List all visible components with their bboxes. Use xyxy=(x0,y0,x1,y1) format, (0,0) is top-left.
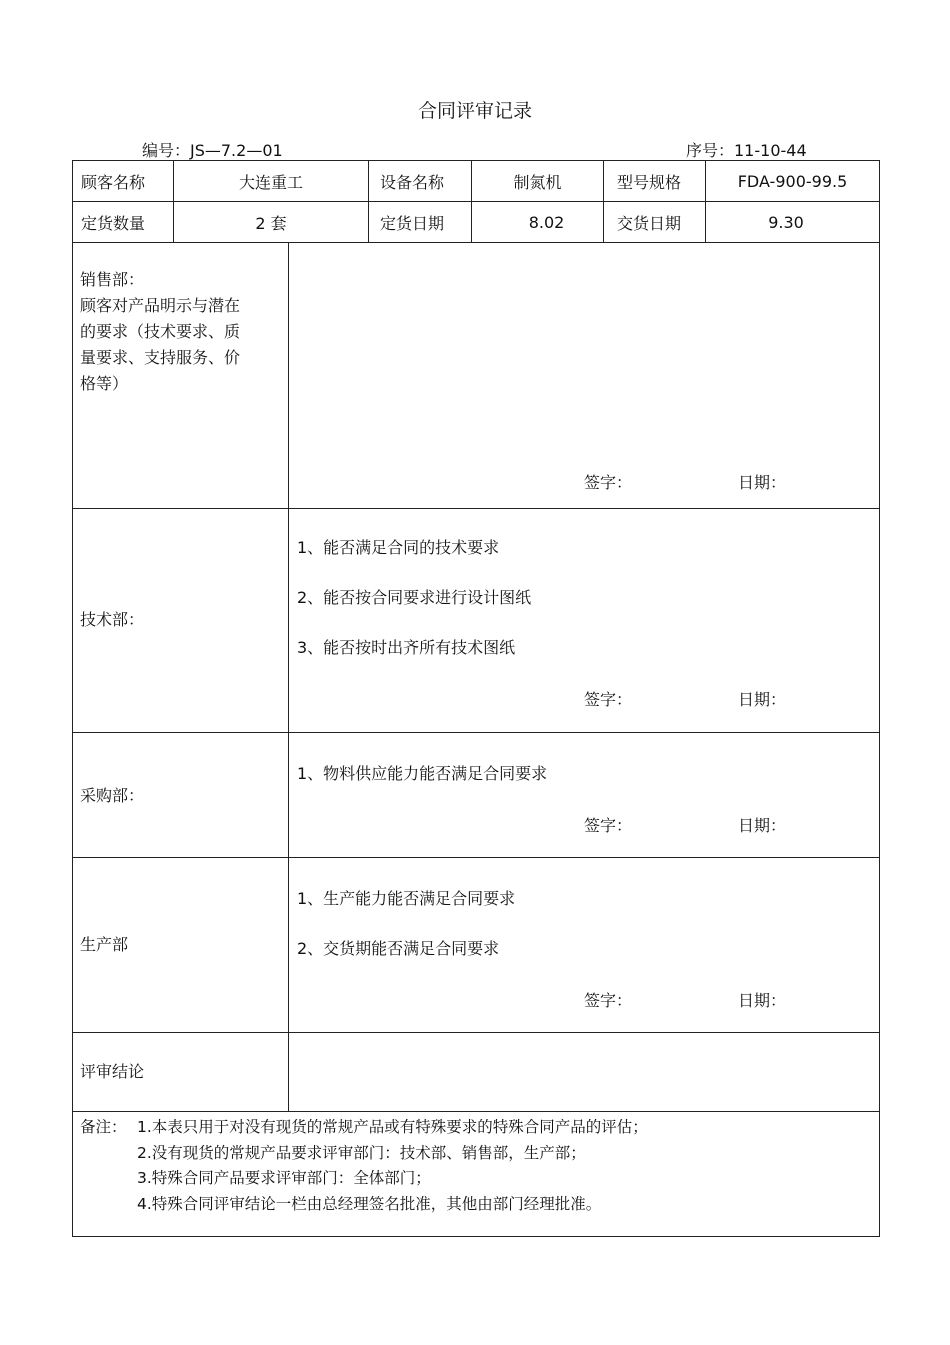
sales-label-line: 的要求（技术要求、质 xyxy=(80,322,241,341)
order-date-value: 8.02 xyxy=(528,212,565,232)
note-line-3: 3.特殊合同产品要求评审部门：全体部门； xyxy=(137,1169,431,1187)
sales-date-label: 日期： xyxy=(738,473,787,492)
model-spec-value: FDA-900-99.5 xyxy=(737,171,848,191)
note-line-1: 1.本表只用于对没有现货的常规产品或有特殊要求的特殊合同产品的评估； xyxy=(137,1118,648,1136)
production-signature-label: 签字： xyxy=(584,991,633,1010)
review-conclusion-label: 评审结论 xyxy=(80,1062,145,1081)
purchase-signature-label: 签字： xyxy=(584,816,633,835)
sales-label-line: 顾客对产品明示与潜在 xyxy=(80,296,241,315)
model-spec-label: 型号规格 xyxy=(617,172,682,192)
order-quantity-value: 2 套 xyxy=(255,213,287,233)
note-line-2: 2.没有现货的常规产品要求评审部门：技术部、销售部，生产部； xyxy=(137,1144,586,1162)
tech-item-3: 3、能否按时出齐所有技术图纸 xyxy=(297,638,516,657)
order-date-label: 定货日期 xyxy=(380,213,445,233)
tech-item-2: 2、能否按合同要求进行设计图纸 xyxy=(297,588,532,607)
sales-label-line: 格等） xyxy=(80,374,129,393)
tech-date-label: 日期： xyxy=(738,690,787,709)
production-item-2: 2、交货期能否满足合同要求 xyxy=(297,939,500,958)
customer-name-label: 顾客名称 xyxy=(81,172,146,192)
purchase-item-1: 1、物料供应能力能否满足合同要求 xyxy=(297,764,548,783)
equipment-name-value: 制氮机 xyxy=(513,172,562,192)
note-line-4: 4.特殊合同评审结论一栏由总经理签名批准，其他由部门经理批准。 xyxy=(137,1195,602,1213)
production-date-label: 日期： xyxy=(738,991,787,1010)
order-quantity-label: 定货数量 xyxy=(81,213,146,233)
sales-label-line: 量要求、支持服务、价 xyxy=(80,348,241,367)
tech-signature-label: 签字： xyxy=(584,690,633,709)
tech-item-1: 1、能否满足合同的技术要求 xyxy=(297,538,500,557)
customer-name-value: 大连重工 xyxy=(238,172,303,192)
production-item-1: 1、生产能力能否满足合同要求 xyxy=(297,889,516,908)
sales-signature-label: 签字： xyxy=(584,473,633,492)
delivery-date-value: 9.30 xyxy=(768,212,804,232)
sales-dept-label xyxy=(80,267,270,397)
notes-prefix: 备注： xyxy=(80,1118,127,1136)
purchase-dept-label: 采购部： xyxy=(80,786,145,805)
production-dept-label: 生产部 xyxy=(80,935,129,954)
delivery-date-label: 交货日期 xyxy=(617,213,682,233)
equipment-name-label: 设备名称 xyxy=(380,172,445,192)
serial-number: 序号：11-10-44 xyxy=(686,141,807,160)
page-title: 合同评审记录 xyxy=(417,100,532,122)
tech-dept-label: 技术部： xyxy=(80,610,145,629)
document-code: 编号：JS—7.2—01 xyxy=(142,141,283,160)
sales-label-line: 销售部： xyxy=(80,270,145,289)
purchase-date-label: 日期： xyxy=(738,816,787,835)
